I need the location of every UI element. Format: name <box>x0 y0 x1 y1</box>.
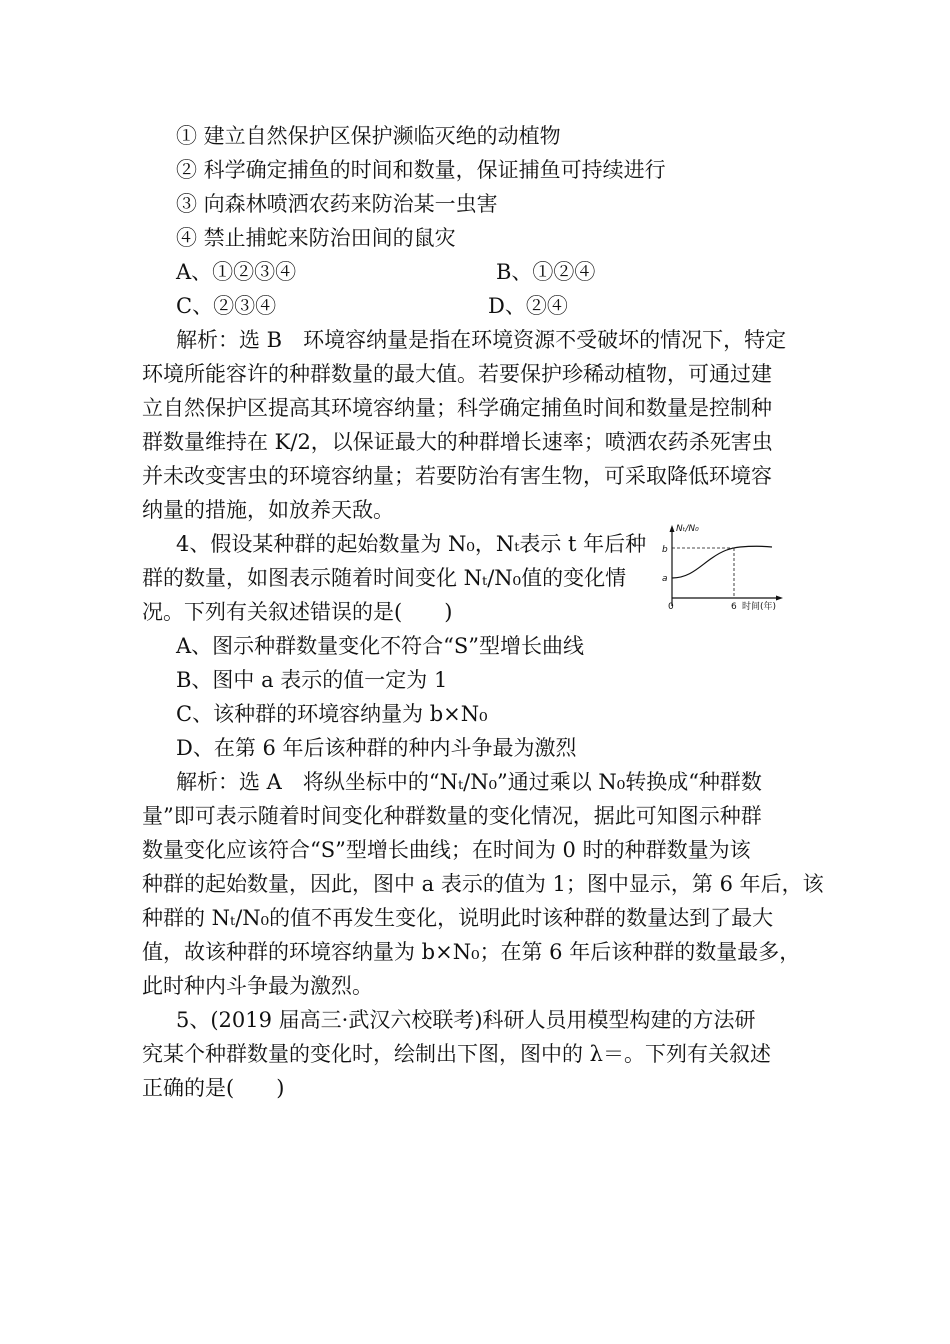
q4-option-b: B、图中 a 表示的值一定为 1 <box>176 668 448 692</box>
q5-stem-line-3: 正确的是( ) <box>142 1076 285 1100</box>
q5-stem-line-2: 究某个种群数量的变化时，绘制出下图，图中的 λ＝。下列有关叙述 <box>142 1042 771 1066</box>
q4-explanation-line-4: 种群的起始数量，因此，图中 a 表示的值为 1；图中显示，第 6 年后，该 <box>142 872 824 896</box>
graph-b-label: b <box>662 545 668 555</box>
q4-explanation-line-7: 此时种内斗争最为激烈。 <box>142 974 373 998</box>
q3-option-2: ② 科学确定捕鱼的时间和数量，保证捕鱼可持续进行 <box>176 158 666 182</box>
q4-growth-graph <box>656 522 786 614</box>
q3-choice-a: A、①②③④ <box>176 260 297 284</box>
q3-explanation-line-6: 纳量的措施，如放养天敌。 <box>142 498 394 522</box>
q3-option-1: ① 建立自然保护区保护濒临灭绝的动植物 <box>176 124 561 148</box>
q3-choice-c: C、②③④ <box>176 294 277 318</box>
graph-a-label: a <box>662 574 668 584</box>
q3-explanation-line-1: 解析：选 B 环境容纳量是指在环境资源不受破坏的情况下，特定 <box>176 328 787 352</box>
q3-explanation-line-5: 并未改变害虫的环境容纳量；若要防治有害生物，可采取降低环境容 <box>142 464 772 488</box>
graph-x-arrow <box>776 596 783 601</box>
q4-option-a: A、图示种群数量变化不符合“S”型增长曲线 <box>176 634 585 658</box>
q4-explanation-line-6: 值，故该种群的环境容纳量为 b×N₀；在第 6 年后该种群的数量最多， <box>142 940 801 964</box>
q4-explanation-line-1: 解析：选 A 将纵坐标中的“Nₜ/N₀”通过乘以 N₀转换成“种群数 <box>176 770 762 794</box>
q4-option-d: D、在第 6 年后该种群的种内斗争最为激烈 <box>176 736 577 760</box>
q4-explanation-line-3: 数量变化应该符合“S”型增长曲线；在时间为 0 时的种群数量为该 <box>142 838 751 862</box>
q4-stem-line-2: 群的数量，如图表示随着时间变化 Nₜ/N₀值的变化情 <box>142 566 627 590</box>
q4-explanation-line-5: 种群的 Nₜ/N₀的值不再发生变化，说明此时该种群的数量达到了最大 <box>142 906 774 930</box>
q3-choice-b: B、①②④ <box>496 260 596 284</box>
q3-explanation-line-4: 群数量维持在 K/2，以保证最大的种群增长速率；喷洒农药杀死害虫 <box>142 430 773 454</box>
graph-y-label: Nₜ/N₀ <box>676 524 699 534</box>
q3-explanation-line-2: 环境所能容许的种群数量的最大值。若要保护珍稀动植物，可通过建 <box>142 362 772 386</box>
graph-s-curve <box>672 546 772 578</box>
q3-option-3: ③ 向森林喷洒农药来防治某一虫害 <box>176 192 498 216</box>
q3-option-4: ④ 禁止捕蛇来防治田间的鼠灾 <box>176 226 456 250</box>
q4-option-c: C、该种群的环境容纳量为 b×N₀ <box>176 702 488 726</box>
graph-y-arrow <box>670 525 675 532</box>
graph-origin-label: 0 <box>668 602 674 612</box>
graph-x-tick-6: 6 <box>731 602 737 612</box>
q3-choice-d: D、②④ <box>488 294 568 318</box>
graph-x-label: 时间(年) <box>742 602 777 612</box>
q4-stem-line-3: 况。下列有关叙述错误的是( ) <box>142 600 453 624</box>
q5-stem-line-1: 5、(2019 届高三·武汉六校联考)科研人员用模型构建的方法研 <box>176 1008 756 1032</box>
q4-explanation-line-2: 量”即可表示随着时间变化种群数量的变化情况，据此可知图示种群 <box>142 804 762 828</box>
q4-stem-line-1: 4、假设某种群的起始数量为 N₀，Nₜ表示 t 年后种 <box>176 532 647 556</box>
q3-explanation-line-3: 立自然保护区提高其环境容纳量；科学确定捕鱼时间和数量是控制种 <box>142 396 772 420</box>
